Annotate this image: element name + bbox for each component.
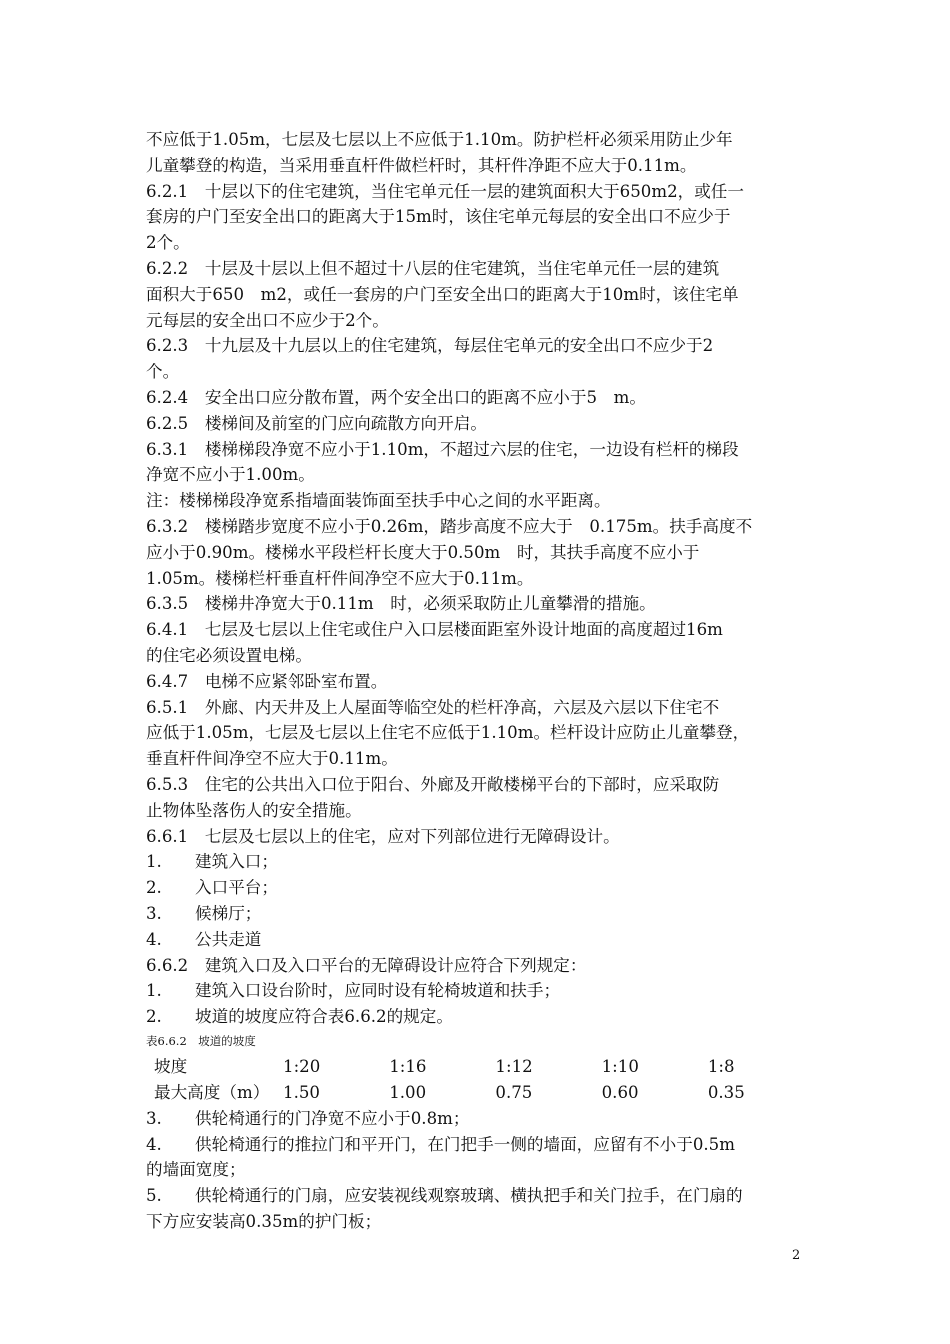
text-line: 6.6.2 建筑入口及入口平台的无障碍设计应符合下列规定： [146,955,587,975]
text-line: 6.2.1 十层以下的住宅建筑，当住宅单元任一层的建筑面积大于650m2，或任一 [146,181,744,201]
table-cell: 1:12 [495,1056,533,1076]
text-line: 6.2.2 十层及十层以上但不超过十八层的住宅建筑，当住宅单元任一层的建筑 [146,258,720,278]
table-cell: 1.00 [389,1082,427,1102]
text-line: 4. 供轮椅通行的推拉门和平开门，在门把手一侧的墙面，应留有不小于0.5m [146,1134,735,1154]
slope-table [154,1054,814,1106]
text-line: 5. 供轮椅通行的门扇，应安装视线观察玻璃、横执把手和关门拉手，在门扇的 [146,1186,743,1206]
text-line: 2. 入口平台； [146,878,278,898]
text-line: 1. 建筑入口设台阶时，应同时设有轮椅坡道和扶手； [146,981,561,1001]
table-row [154,1054,814,1080]
text-line: 6.3.1 楼梯梯段净宽不应小于1.10m，不超过六层的住宅，一边设有栏杆的梯段 [146,439,739,459]
table-cell: 1:20 [283,1056,321,1076]
table-cell: 1.50 [283,1082,320,1102]
text-line: 6.4.7 电梯不应紧邻卧室布置。 [146,671,388,691]
table-cell: 1:8 [707,1056,735,1076]
text-line: 不应低于1.05m，七层及七层以上不应低于1.10m。防护栏杆必须采用防止少年 [146,130,733,149]
text-line: 6.3.2 楼梯踏步宽度不应小于0.26m，踏步高度不应大于 0.175m。扶手高度不 [146,516,753,536]
text-line: 6.2.4 安全出口应分散布置，两个安全出口的距离不应小于5 m。 [146,387,646,407]
table-cell: 1:16 [389,1056,427,1076]
table-row-header: 坡度 [154,1056,188,1076]
text-line: 6.5.1 外廊、内天井及上人屋面等临空处的栏杆净高，六层及六层以下住宅不 [146,697,720,717]
text-line: 4. 公共走道 [146,929,262,949]
text-block-bottom [146,1106,814,1235]
text-line: 面积大于650 m2，或任一套房的户门至安全出口的距离大于10m时，该住宅单 [146,284,739,304]
text-line: 应小于0.90m。楼梯水平段栏杆长度大于0.50m 时，其扶手高度不应小于 [146,542,700,562]
text-line: 下方应安装高0.35m的护门板； [146,1212,382,1232]
text-line: 垂直杆件间净空不应大于0.11m。 [146,749,398,769]
text-line: 的住宅必须设置电梯。 [146,645,312,665]
text-line: 3. 候梯厅； [146,903,262,923]
text-line: 3. 供轮椅通行的门净宽不应小于0.8m； [146,1108,470,1128]
table-cell: 0.35 [707,1082,745,1102]
text-line: 1.05m。楼梯栏杆垂直杆件间净空不应大于0.11m。 [146,568,534,588]
text-line: 6.4.1 七层及七层以上住宅或住户入口层楼面距室外设计地面的高度超过16m [146,620,723,640]
page-number: 2 [792,1248,801,1263]
text-line: 6.3.5 楼梯井净宽大于0.11m 时，必须采取防止儿童攀滑的措施。 [146,594,656,614]
text-line: 2个。 [146,233,190,253]
document-body [146,127,814,1235]
table-cell: 0.75 [495,1082,533,1102]
text-line: 个。 [146,362,180,382]
text-line: 注：楼梯梯段净宽系指墙面装饰面至扶手中心之间的水平距离。 [146,491,611,511]
table-cell: 1:10 [601,1056,639,1076]
text-line: 的墙面宽度； [146,1160,246,1180]
table-row [154,1080,814,1106]
text-line: 儿童攀登的构造，当采用垂直杆件做栏杆时，其杆件净距不应大于0.11m。 [146,155,697,175]
text-line: 6.2.3 十九层及十九层以上的住宅建筑，每层住宅单元的安全出口不应少于2 [146,336,714,356]
text-line: 止物体坠落伤人的安全措施。 [146,800,362,820]
text-line: 应低于1.05m，七层及七层以上住宅不应低于1.10m。栏杆设计应防止儿童攀登， [146,723,750,743]
text-line: 套房的户门至安全出口的距离大于15m时，该住宅单元每层的安全出口不应少于 [146,207,731,227]
text-line: 6.6.1 七层及七层以上的住宅，应对下列部位进行无障碍设计。 [146,826,620,846]
table-caption: 表6.6.2 坡道的坡度 [146,1033,256,1048]
text-line: 6.2.5 楼梯间及前室的门应向疏散方向开启。 [146,413,487,433]
text-line: 2. 坡道的坡度应符合表6.6.2的规定。 [146,1007,453,1027]
text-line: 元每层的安全出口不应少于2个。 [146,310,389,330]
text-line: 1. 建筑入口； [146,852,278,872]
table-row-header: 最大高度（m） [154,1082,270,1102]
table-cell: 0.60 [601,1082,639,1102]
text-line: 6.5.3 住宅的公共出入口位于阳台、外廊及开敞楼梯平台的下部时，应采取防 [146,774,720,794]
text-line: 净宽不应小于1.00m。 [146,465,315,485]
text-block-top [146,127,814,1030]
